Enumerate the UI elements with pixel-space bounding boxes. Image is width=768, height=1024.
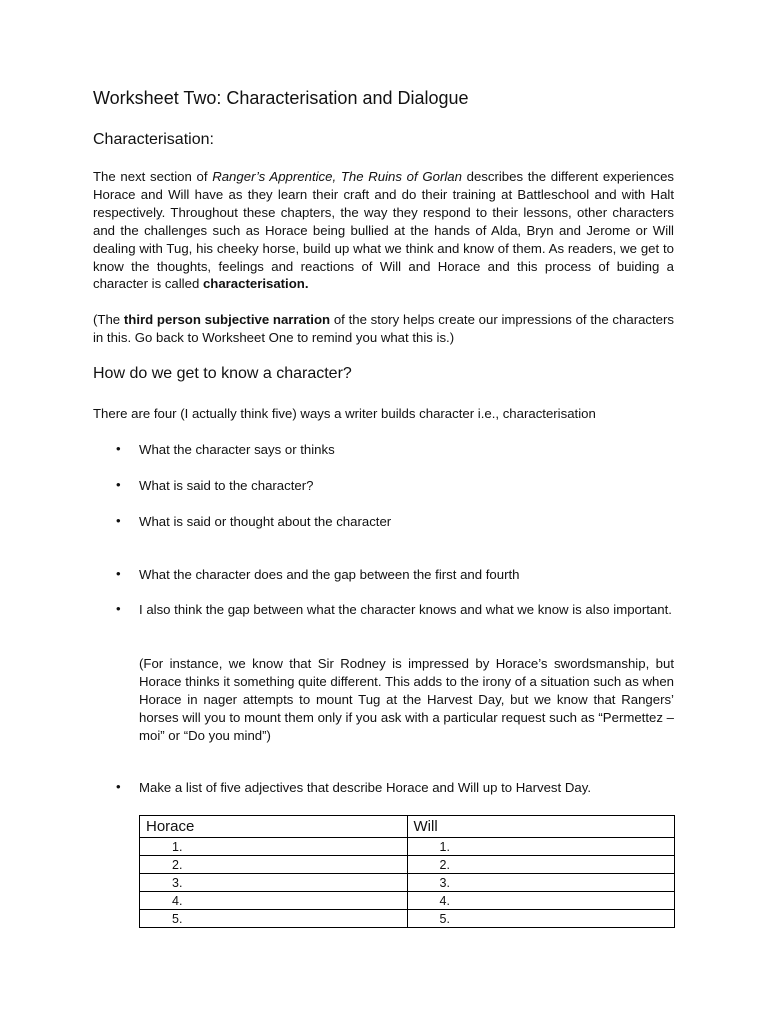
table-cell[interactable] (140, 874, 408, 892)
bullet-item-4: What the character does and the gap between the first and fourth (139, 567, 520, 582)
table-row (140, 856, 675, 874)
know-character-heading: How do we get to know a character? (93, 365, 352, 382)
table-row (140, 874, 675, 892)
table-row (140, 838, 675, 856)
row-number: 2. (172, 857, 183, 872)
intro-paragraph (93, 168, 674, 293)
characterisation-term: characterisation. (202, 276, 309, 292)
ways-intro: There are four (I actually think five) ways a writer builds character i.e., characterisation (93, 406, 596, 421)
bullet-item-1: What the character says or thinks (139, 442, 335, 457)
row-number: 3. (439, 875, 450, 890)
row-number: 1. (439, 839, 450, 854)
table-cell[interactable] (407, 892, 675, 910)
adjectives-table (139, 815, 675, 928)
table-cell[interactable] (140, 892, 408, 910)
row-number: 3. (172, 875, 183, 890)
table-header-row (140, 816, 675, 838)
book-title: Ranger’s Apprentice, The Ruins of Gorlan (212, 169, 462, 184)
row-number: 4. (172, 893, 183, 908)
irony-note: (For instance, we know that Sir Rodney is impressed by Horace’s swordsmanship, but Horace thinks it something quite different. This adds to the irony of a situation such as when Horace in nager attempts to mount Tug at the Harvest Day, but we know that Rangers’ horses will you to mount them only if you ask with a particular request such as “Permettez – moi” or “Do you mind”) (139, 656, 674, 743)
row-number: 1. (172, 839, 183, 854)
table-cell[interactable] (140, 910, 408, 928)
row-number: 5. (439, 911, 450, 926)
table-row (140, 892, 675, 910)
bullet-item-5: I also think the gap between what the character knows and what we know is also important. (139, 602, 672, 617)
table-cell[interactable] (407, 838, 675, 856)
bullet-icon: • (116, 513, 121, 528)
table-cell[interactable] (407, 856, 675, 874)
row-number: 4. (439, 893, 450, 908)
table-cell[interactable] (407, 874, 675, 892)
bullet-icon: • (116, 441, 121, 456)
narration-text-b: of the story helps create our impressions of the characters in this. Go back to Worksheet One to remind you what this is.) (93, 312, 674, 345)
adjectives-task: Make a list of five adjectives that describe Horace and Will up to Harvest Day. (139, 780, 591, 795)
bullet-icon: • (116, 601, 121, 616)
narration-paragraph (93, 311, 674, 347)
table-cell[interactable] (140, 856, 408, 874)
bullet-item-2: What is said to the character? (139, 478, 314, 493)
row-number: 2. (439, 857, 450, 872)
bullet-icon: • (116, 566, 121, 581)
table-cell[interactable] (407, 910, 675, 928)
narration-term: third person subjective narration (123, 312, 331, 327)
bullet-icon: • (116, 779, 121, 794)
characterisation-heading: Characterisation: (93, 131, 214, 148)
will-column-header: Will (407, 816, 675, 838)
bullet-icon: • (116, 477, 121, 492)
narration-text-a: (The (93, 312, 124, 327)
table-cell[interactable] (140, 838, 408, 856)
bullet-item-3: What is said or thought about the character (139, 514, 392, 529)
worksheet-title: Worksheet Two: Characterisation and Dialogue (93, 88, 469, 108)
intro-text-b: describes the different experiences Horace and Will have as they learn their craft and do their training at Battleschool and with Halt respectively. Throughout these chapters, the way they respond to their lessons, other characters and the challenges such as Horace being bullied at the hands of Alda, Bryn and Jerome or Will dealing with Tug, his cheeky horse, build up what we think and know of them. As readers, we get to know the thoughts, feelings and reactions of Will and Horace and this process of buiding a character is called (93, 169, 674, 292)
table-row (140, 910, 675, 928)
row-number: 5. (172, 911, 183, 926)
intro-text-a: The next section of (93, 169, 213, 184)
horace-column-header: Horace (140, 816, 408, 838)
